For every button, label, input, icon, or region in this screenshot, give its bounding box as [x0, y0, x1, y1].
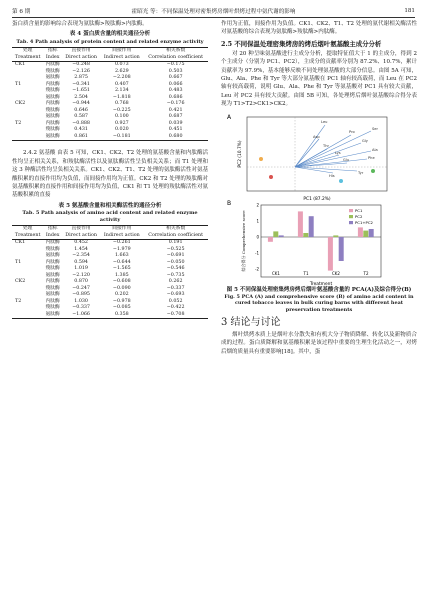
table-cell: 0.587: [74, 114, 88, 120]
table-cell: 0.680: [168, 133, 183, 139]
pca-ylabel: PC2 (10.7%): [238, 140, 243, 168]
bar-CK1-PC1+PC2: [279, 235, 284, 237]
table-cell: CK1: [15, 240, 26, 246]
table-cell: 羧肽酶: [45, 127, 60, 133]
table-cell: T1: [15, 259, 22, 265]
table-cell: −0.337: [72, 305, 90, 311]
table-cell: 1.030: [74, 298, 88, 304]
bar-T2-PC2: [363, 230, 368, 236]
score-point-ck1: [269, 175, 273, 179]
table-cell: −2.120: [72, 272, 90, 278]
table-cell: −0.337: [166, 285, 185, 291]
table-cell: −2.208: [112, 75, 131, 81]
table-cell: T2: [15, 120, 22, 126]
table5-title: 表 5 氨基酸含量和相关酶活性的通径分析: [58, 202, 162, 209]
legend-label: PC1+PC2: [355, 219, 373, 225]
x-tick-label: CK2: [332, 270, 340, 276]
bar-CK2-PC1: [328, 237, 333, 271]
table-cell: 2.875: [74, 75, 88, 81]
table-cell: 氨肽酶: [45, 292, 60, 298]
table-cell: 羧肽酶: [45, 305, 60, 311]
table-cell: −0.735: [166, 272, 185, 278]
table-cell: −1.565: [112, 266, 131, 272]
table-cell: 羧肽酶: [45, 68, 60, 74]
table-cell: T1: [15, 81, 22, 87]
bar-CK2-PC2: [333, 235, 338, 237]
table-cell: 内肽酶: [45, 279, 60, 285]
issue-number: 第 6 期: [12, 9, 31, 15]
table-cell: CK2: [15, 101, 26, 107]
loading-arrow-leu: [295, 125, 325, 167]
x-tick-label: CK1: [272, 270, 280, 276]
table-cell: 2.629: [114, 68, 129, 74]
table-cell: 羧肽酶: [45, 246, 60, 252]
table-cell: 内肽酶: [45, 101, 60, 107]
continued-paragraph: 作用为正值，间接作用为负值。CK1、CK2、T1、T2 处理的氨代谢相关酶活性对氨基酸的综合表现为氨肽酶>羧肽酶>内肽酶。: [221, 21, 417, 36]
bar-T2-PC1: [358, 227, 363, 237]
table-cell: −0.248: [72, 62, 90, 68]
label-pro: Pro: [349, 129, 355, 134]
section-3-heading: 3 结论与讨论: [221, 317, 281, 329]
bar-CK1-PC1: [268, 237, 273, 242]
table-cell: 氨肽酶: [45, 253, 60, 259]
table-cell: −1.651: [72, 88, 90, 94]
bar-T1-PC1+PC2: [309, 216, 314, 237]
table-cell: 0.594: [74, 259, 88, 265]
table-cell: 1.385: [114, 272, 129, 278]
table-cell: 0.927: [114, 120, 129, 126]
intro-paragraph: 蛋白质含量的影响综合表现为氨肽酶>羧肽酶>内肽酶。: [12, 21, 148, 27]
label-ser: Ser: [372, 126, 378, 131]
table-cell: 2.134: [114, 88, 129, 94]
loading-arrow-tyr: [295, 167, 357, 171]
bar-T2-PC1+PC2: [369, 229, 374, 237]
table-cell: −1.979: [112, 246, 131, 252]
table-cell: 0.431: [74, 127, 88, 133]
table-cell: 1.663: [114, 253, 129, 259]
legend-swatch: [349, 221, 353, 224]
header-rule: [12, 17, 415, 18]
label-gly: Gly: [362, 138, 368, 143]
table-cell: 0.667: [168, 75, 183, 81]
table-cell: 0.483: [168, 88, 183, 94]
table-cell: 0.039: [168, 120, 183, 126]
running-title: 霍昭光 等：不同保温处理对密集烤房烟叶烘烤过程中氨代谢的影响: [131, 9, 296, 15]
table-cell: CK1: [15, 62, 26, 68]
y-tick-label: 2: [256, 202, 259, 208]
table-cell: 0.421: [168, 107, 183, 113]
loading-arrow-his: [295, 167, 333, 173]
legend-swatch: [349, 215, 353, 218]
table-cell: 氨肽酶: [45, 311, 60, 317]
table-row: [12, 134, 208, 141]
table-cell: −0.422: [166, 305, 185, 311]
table-cell: 0.503: [168, 68, 183, 74]
pca-paragraph: 对 20 种呈味氨基酸进行主成分分析，提取特征值大于 1 的主成分，得到 2 个主成分（分别为 PC1、PC2），主成分的贡献率分别为 87.2%、10.7%，累计贡献率为 97.9%，基本能够反映不同处理氨基酸的大部分信息。由图 5A 可知，Glu、Ala、Phe 和 Tyr 等大部分氨基酸在 PC1 轴有较高载荷，而 Leu 在 PC2 轴有较高载荷，说明 Glu、Ala、Phe 和 Tyr 等氨基酸对 PC1 具有较大贡献，Leu 对 PC2 具有较大贡献。由图 5B 可知，各处理烤后烟叶氨基酸综合得分表现为 T1>T2>CK1>CK2。: [221, 50, 418, 108]
score-point-ck2: [259, 157, 263, 161]
loading-arrow-ser: [295, 131, 371, 167]
x-tick-label: T1: [303, 270, 309, 276]
table-cell: −0.608: [112, 279, 131, 285]
label-thr: Thr: [323, 143, 329, 148]
table-cell: 羧肽酶: [45, 88, 60, 94]
panel-b-letter: B: [227, 199, 232, 207]
label-glu: Glu: [343, 157, 350, 162]
table-cell: 0.052: [168, 298, 183, 304]
table-cell: 0.861: [74, 133, 88, 139]
table-cell: 0.768: [114, 101, 129, 107]
table-cell: −0.181: [112, 133, 131, 139]
label-his: His: [329, 173, 335, 178]
label-lys: Lys: [335, 150, 341, 155]
table5-title-en: Tab. 5 Path analysis of amino acid content and related enzyme activity: [22, 210, 198, 223]
table-cell: 氨肽酶: [45, 75, 60, 81]
bar-xlabel: Treatment: [309, 281, 333, 287]
table-cell: 内肽酶: [45, 62, 60, 68]
table-cell: −0.341: [72, 81, 90, 87]
table-cell: 羧肽酶: [45, 107, 60, 113]
label-tyr: Tyr: [358, 170, 364, 175]
table-cell: −0.944: [72, 101, 90, 107]
table-cell: 0.407: [114, 81, 129, 87]
y-tick-label: -1: [255, 250, 259, 256]
table-cell: −0.247: [72, 285, 90, 291]
table4-title-en: Tab. 4 Path analysis of protein content and related enzyme activity: [16, 38, 204, 45]
table-cell: 1.454: [74, 246, 88, 252]
table-cell: 0.687: [168, 114, 183, 120]
amino-acid-paragraph: 2.4.2 氨基酸 由表 5 可知，CK1、CK2、T2 处理的氨基酸含量和内肽酶活性均呈正相关关系，和羧肽酶活性以及氨肽酶活性呈负相关关系；而 T1 处理和这 3 种酶活性均呈负相关关系。CK1、CK2、T1、T2 处理的氨肽酶活性对氨基酸积累的直接作用均为负值，而间接作用均为正值。CK2 和 T2 处理的羧肽酶对氨基酸积累的直接作用和间接作用均为负值，CK1 和 T1 处理的羧肽酶活性对氨基酸积累的直接: [12, 150, 208, 199]
y-tick-label: -2: [255, 266, 259, 272]
page-number: 181: [404, 8, 415, 14]
table-cell: 0.452: [74, 240, 88, 246]
table-cell: −0.175: [166, 62, 185, 68]
table-cell: −0.261: [112, 240, 131, 246]
pca-xlabel: PC1 (87.2%): [303, 196, 331, 202]
table-cell: 内肽酶: [45, 259, 60, 265]
pca-panel-a: [227, 114, 387, 202]
table-cell: −0.708: [166, 311, 185, 317]
table-cell: −2.126: [72, 68, 90, 74]
figure-5-caption: 图 5 不同保温处理密集烤房烤后烟叶氨基酸含量的 PCA(A)及综合得分(B): [226, 286, 412, 293]
table-cell: −0.050: [166, 259, 185, 265]
table-cell: −0.691: [166, 253, 185, 259]
table-cell: −0.978: [112, 298, 131, 304]
table-cell: 0.100: [114, 114, 129, 120]
bar-CK2-PC1+PC2: [339, 237, 344, 261]
table-cell: 内肽酶: [45, 298, 60, 304]
table-cell: [12, 312, 43, 319]
table-row: [12, 312, 208, 319]
table-cell: 氨肽酶: [45, 114, 60, 120]
table-cell: 氨肽酶: [45, 94, 60, 100]
table-cell: −1.818: [112, 94, 131, 100]
legend-label: PC2: [355, 213, 363, 219]
table-cell: [12, 134, 43, 141]
table-cell: 0.073: [114, 62, 129, 68]
table-cell: 0.870: [74, 279, 88, 285]
table-cell: −0.085: [112, 305, 131, 311]
bar-T1-PC1: [298, 211, 303, 237]
figure-5-svg: [221, 111, 417, 287]
table-cell: 0.358: [114, 311, 129, 317]
table-cell: −0.693: [166, 292, 185, 298]
left-column: [12, 20, 208, 319]
table-cell: 羧肽酶: [45, 266, 60, 272]
table4: 处理 指标 直接作用 间接作用 相关系数 Treatment Index Direct action Indirect action Correlation coefficient CK1 内肽酶 −0.248 0.073 −0.175 羧肽酶 −2.126 2.629 0.503 氨肽酶 2.875 −2.208 0.667 T1 内肽酶 −0.341 0.407 0.066 羧肽酶 −1.651 2.134 0.483 氨肽酶 2.504 −1.818 0.686 CK2 内肽酶 −0.944 0.768 −0.176 羧肽酶 0.646 −0.225 0.421 氨肽酶 0.587 0.100 0.687 T2 内肽酶 −0.888 0.927 0.039 羧肽酶 0.431 0.020 0.451 氨肽酶 0.861 −0.181 0.680: [12, 47, 208, 141]
figure-5: [221, 111, 417, 287]
table-cell: 羧肽酶: [45, 285, 60, 291]
table-row: [12, 240, 208, 247]
table-cell: 内肽酶: [45, 240, 60, 246]
table-cell: CK2: [15, 279, 26, 285]
table-cell: 内肽酶: [45, 120, 60, 126]
figure-5-caption-en: Fig. 5 PCA (A) and comprehensive score (B) of amino acid content in cured tobacco leaves in bulk curing barns with different heat preservation treatments: [224, 294, 414, 313]
table-cell: 0.020: [114, 127, 129, 133]
table-cell: −0.895: [72, 292, 90, 298]
bar-CK1-PC2: [273, 231, 278, 237]
table-cell: T2: [15, 298, 22, 304]
table-cell: 2.504: [74, 94, 88, 100]
table-cell: 0.451: [168, 127, 183, 133]
label-ala: Ala: [372, 147, 378, 152]
section-2-5-heading: 2.5 不同保温处理密集烤房的烤后烟叶氨基酸主成分分析: [221, 39, 382, 48]
panel-a-letter: A: [227, 113, 232, 121]
label-asp: Asp: [313, 134, 320, 139]
loading-arrow-pro: [295, 135, 351, 167]
table-cell: −0.644: [112, 259, 131, 265]
table5: 处理 指标 直接作用 间接作用 相关系数 Treatment Index Direct action Indirect action Correlation coefficient CK1 内肽酶 0.452 −0.261 0.191 羧肽酶 1.454 −1.979 −0.525 氨肽酶 −2.354 1.663 −0.691 T1 内肽酶 0.594 −0.644 −0.050 羧肽酶 1.019 −1.565 −0.546 氨肽酶 −2.120 1.385 −0.735 CK2 内肽酶 0.870 −0.608 0.262 羧肽酶 −0.247 −0.090 −0.337 氨肽酶 −0.895 0.202 −0.693 T2 内肽酶 1.030 −0.978 0.052 羧肽酶 −0.337 −0.085 −0.422 氨肽酶 −1.066 0.358 −0.708: [12, 225, 208, 319]
table-cell: −0.525: [166, 246, 185, 252]
x-tick-label: T2: [363, 270, 369, 276]
legend-label: PC1: [355, 207, 363, 213]
bar-frame: [261, 205, 381, 277]
bar-T1-PC2: [303, 233, 308, 237]
table-row: [12, 62, 208, 69]
table-cell: −0.225: [112, 107, 131, 113]
score-point-t1: [371, 169, 375, 173]
table-cell: 氨肽酶: [45, 133, 60, 139]
legend-swatch: [349, 209, 353, 212]
table-cell: 内肽酶: [45, 81, 60, 87]
table-cell: 0.646: [74, 107, 88, 113]
table-cell: 氨肽酶: [45, 272, 60, 278]
table-cell: 0.686: [168, 94, 183, 100]
table-cell: −0.176: [166, 101, 185, 107]
y-tick-label: 1: [256, 218, 259, 224]
table-cell: 0.202: [114, 292, 129, 298]
label-leu: Leu: [321, 119, 328, 124]
table-cell: 1.019: [74, 266, 88, 272]
pca-frame: [247, 117, 387, 191]
score-panel-b: [227, 200, 381, 287]
score-point-t2: [339, 179, 343, 183]
table-cell: 0.262: [168, 279, 183, 285]
label-phe: Phe: [368, 155, 375, 160]
y-tick-label: 0: [256, 234, 259, 240]
table-cell: −0.888: [72, 120, 90, 126]
table-cell: 0.066: [168, 81, 183, 87]
table-cell: −2.354: [72, 253, 90, 259]
table-cell: −0.090: [112, 285, 131, 291]
right-column: [221, 20, 417, 356]
bar-ylabel: 综合得分 Comprehensive score: [241, 210, 246, 272]
table-cell: −0.546: [166, 266, 185, 272]
table-cell: 0.191: [168, 240, 183, 246]
conclusion-paragraph: 烟叶烘烤本质上是烟叶水分散失和有机大分子物质降解、转化以及新物质合成的过程。蛋白质降解和氨基酸积累是该过程中重要的生理生化活动之一，对烤后烟的质量具有重要影响[18]。其中，蛋: [221, 331, 417, 355]
table4-title: 表 4 蛋白质含量的相关通径分析: [69, 31, 151, 38]
running-header: [12, 6, 415, 16]
table-cell: −1.066: [72, 311, 90, 317]
